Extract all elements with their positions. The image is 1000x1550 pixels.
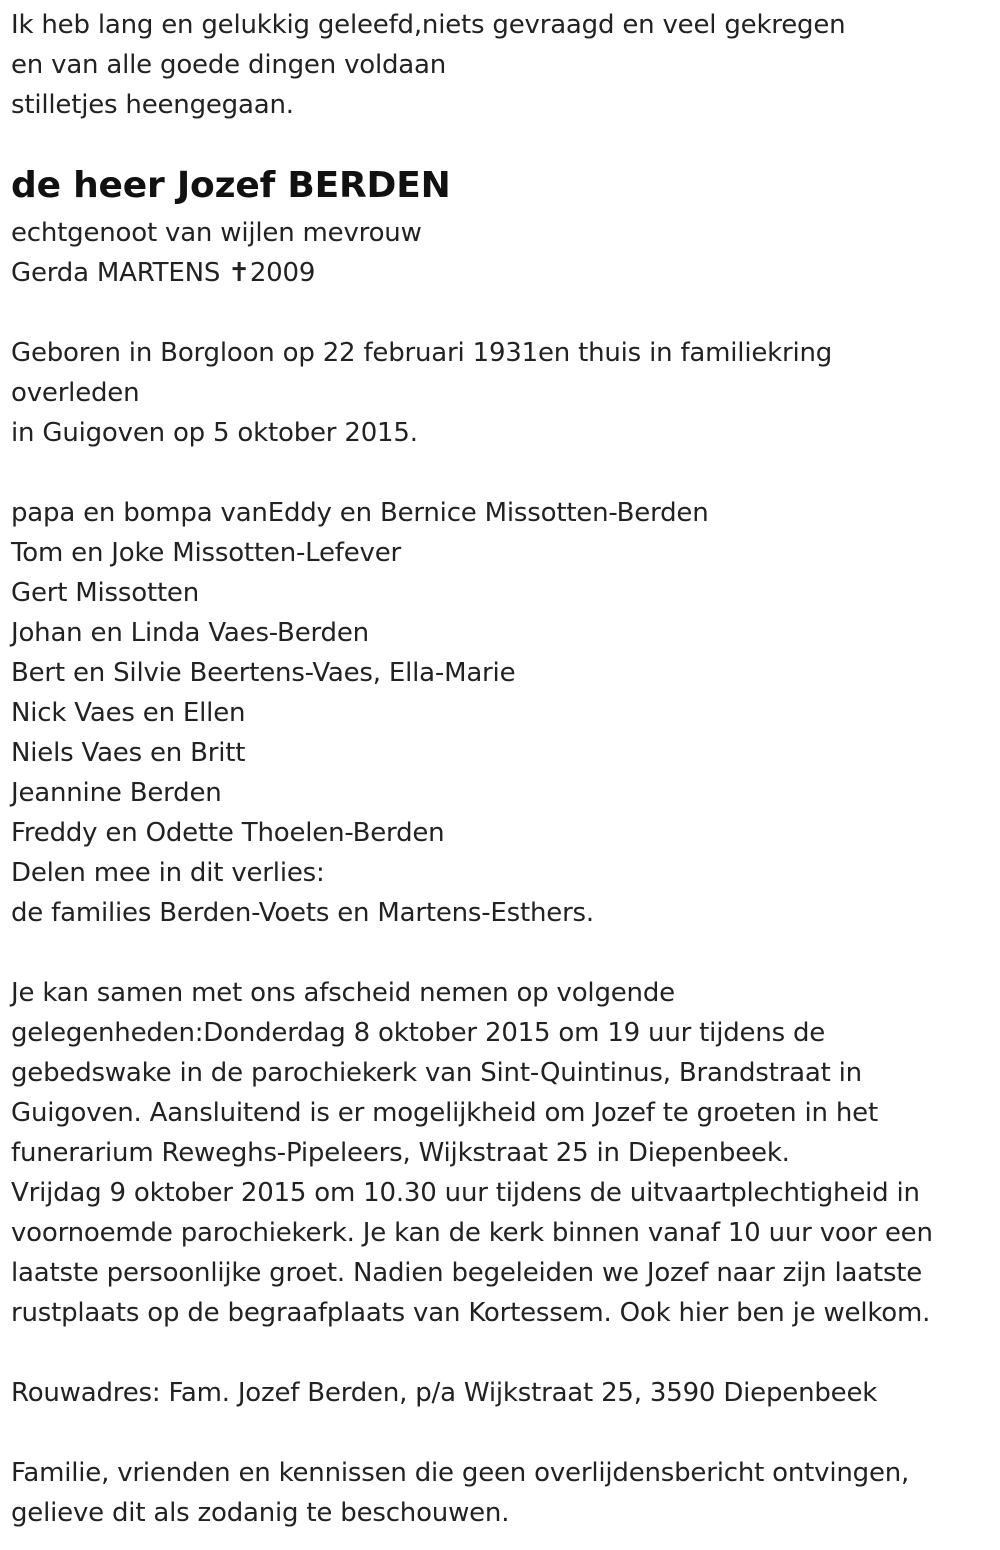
family-line: Niels Vaes en Britt — [11, 738, 246, 768]
birth-death-line: overleden — [11, 378, 140, 408]
farewell-line: rustplaats op de begraafplaats van Kortessem. Ook hier ben je welkom. — [11, 1298, 931, 1328]
deceased-name: de heer Jozef BERDEN — [11, 165, 451, 206]
family-line: Gert Missotten — [11, 578, 200, 608]
farewell-line: voornoemde parochiekerk. Je kan de kerk binnen vanaf 10 uur voor een — [11, 1218, 933, 1248]
birth-death-line: Geboren in Borgloon op 22 februari 1931en thuis in familiekring — [11, 338, 833, 368]
farewell-line: funerarium Reweghs-Pipeleers, Wijkstraat 25 in Diepenbeek. — [11, 1138, 790, 1168]
poem-line: stilletjes heengegaan. — [11, 90, 294, 120]
closing-line: gelieve dit als zodanig te beschouwen. — [11, 1498, 510, 1528]
poem-line: Ik heb lang en gelukkig geleefd,niets gevraagd en veel gekregen — [11, 10, 846, 40]
mourning-address: Rouwadres: Fam. Jozef Berden, p/a Wijkstraat 25, 3590 Diepenbeek — [11, 1378, 878, 1408]
cross-icon: ✝ — [228, 258, 250, 288]
closing-line: Familie, vrienden en kennissen die geen overlijdensbericht ontvingen, — [11, 1458, 910, 1488]
farewell-line: laatste persoonlijke groet. Nadien begeleiden we Jozef naar zijn laatste — [11, 1258, 923, 1288]
farewell-line: gebedswake in de parochiekerk van Sint-Quintinus, Brandstraat in — [11, 1058, 862, 1088]
family-line: de families Berden-Voets en Martens-Esthers. — [11, 898, 594, 928]
family-line: Jeannine Berden — [11, 778, 222, 808]
family-line: Johan en Linda Vaes-Berden — [11, 618, 369, 648]
spouse-info — [11, 253, 315, 293]
family-line: Bert en Silvie Beertens-Vaes, Ella-Marie — [11, 658, 516, 688]
birth-death-line: in Guigoven op 5 oktober 2015. — [11, 418, 418, 448]
family-line: Freddy en Odette Thoelen-Berden — [11, 818, 445, 848]
farewell-line: Guigoven. Aansluitend is er mogelijkheid om Jozef te groeten in het — [11, 1098, 878, 1128]
farewell-line: Vrijdag 9 oktober 2015 om 10.30 uur tijdens de uitvaartplechtigheid in — [11, 1178, 920, 1208]
farewell-line: gelegenheden:Donderdag 8 oktober 2015 om 19 uur tijdens de — [11, 1018, 826, 1048]
poem-line: en van alle goede dingen voldaan — [11, 50, 447, 80]
spouse-name: Gerda MARTENS — [11, 258, 221, 288]
farewell-line: Je kan samen met ons afscheid nemen op volgende — [11, 978, 675, 1008]
spouse-line: echtgenoot van wijlen mevrouw — [11, 218, 422, 248]
family-line: Tom en Joke Missotten-Lefever — [11, 538, 402, 568]
family-line: Delen mee in dit verlies: — [11, 858, 325, 888]
family-line: papa en bompa vanEddy en Bernice Missotten-Berden — [11, 498, 709, 528]
family-line: Nick Vaes en Ellen — [11, 698, 246, 728]
spouse-year: 2009 — [249, 258, 316, 288]
